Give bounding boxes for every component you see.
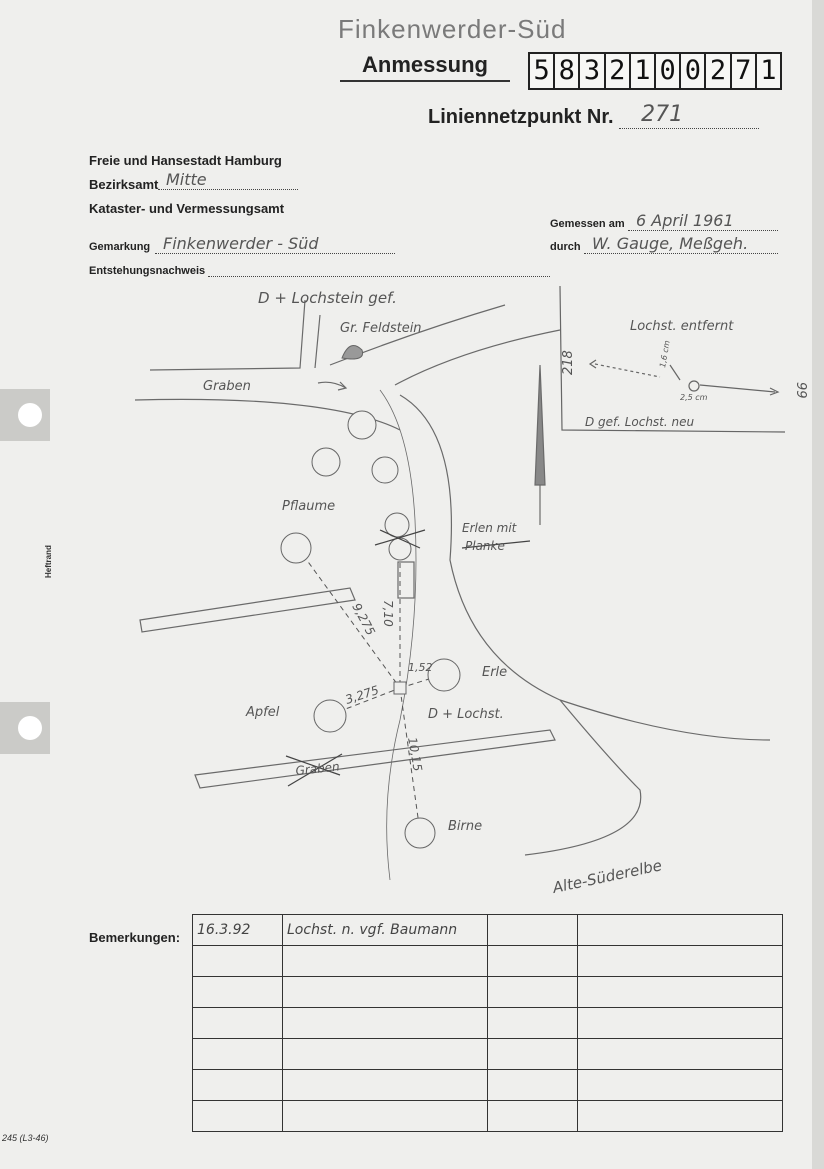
table-row <box>193 977 783 1008</box>
table-cell <box>193 1039 283 1070</box>
tree-icon <box>372 457 398 483</box>
field-boundary-lower <box>395 330 560 385</box>
table-cell <box>283 946 488 977</box>
gemessen-value: 6 April 1961 <box>636 211 734 230</box>
margin-label: Heftrand <box>44 545 53 578</box>
table-cell <box>578 1070 783 1101</box>
table-cell <box>578 946 783 977</box>
number-digit: 0 <box>656 54 681 88</box>
remarks-label: Bemerkungen: <box>89 930 181 945</box>
label-graben-top: Graben <box>203 379 251 394</box>
dist-label: 1,52 <box>408 661 433 674</box>
number-digit: 2 <box>606 54 631 88</box>
table-cell <box>578 915 783 946</box>
number-digit: 2 <box>706 54 731 88</box>
table-cell <box>488 915 578 946</box>
number-digit: 0 <box>681 54 706 88</box>
dist-label: 3,275 <box>343 682 381 707</box>
bezirksamt-value: Mitte <box>166 170 207 189</box>
inset-bottom-note: D gef. Lochst. neu <box>585 415 695 429</box>
durch-label: durch <box>550 241 581 253</box>
inset-line-left <box>595 364 660 377</box>
gemarkung-value: Finkenwerder - Süd <box>163 234 319 253</box>
feldstein-icon <box>342 346 363 360</box>
table-cell <box>193 1008 283 1039</box>
table-cell <box>193 1070 283 1101</box>
table-row <box>193 1008 783 1039</box>
lochstein-icon <box>689 381 699 391</box>
table-cell <box>193 977 283 1008</box>
planke-upper <box>140 588 355 632</box>
label-pflaume: Pflaume <box>282 499 336 514</box>
table-row <box>193 1101 783 1132</box>
table-cell <box>193 946 283 977</box>
tree-icon-erlen <box>389 538 411 560</box>
table-row <box>193 1070 783 1101</box>
tree-icon-apfel <box>314 700 346 732</box>
table-cell <box>488 1101 578 1132</box>
table-row <box>193 915 783 946</box>
inset-line-right <box>700 385 775 392</box>
table-cell <box>283 1008 488 1039</box>
gemarkung-label: Gemarkung <box>89 241 151 253</box>
river-bank <box>400 395 641 855</box>
table-cell <box>578 977 783 1008</box>
inset-dist: 1,6 cm <box>658 339 672 369</box>
table-cell: 16.3.92 <box>193 915 283 946</box>
document-title: Anmessung <box>340 52 510 82</box>
inset-sketch <box>560 286 808 432</box>
liniennetzpunkt-value: 271 <box>641 102 684 127</box>
amt-line: Kataster- und Vermessungsamt <box>89 201 285 216</box>
table-cell <box>488 946 578 977</box>
label-feldstein: Gr. Feldstein <box>340 321 422 336</box>
table-cell <box>193 1101 283 1132</box>
tree-icon-erle <box>428 659 460 691</box>
table-cell <box>488 977 578 1008</box>
tree-icon-birne <box>405 818 435 848</box>
form-number: 245 (L3-46) <box>2 1133 49 1143</box>
durch-value: W. Gauge, Meßgeh. <box>592 234 749 253</box>
dist-label: 9,275 <box>349 600 378 638</box>
number-digit: 7 <box>732 54 757 88</box>
authority-line: Freie und Hansestadt Hamburg <box>89 153 282 168</box>
inset-title: Lochst. entfernt <box>630 319 734 334</box>
label-river: Alte-Süderelbe <box>551 856 664 897</box>
table-cell <box>488 1008 578 1039</box>
table-cell <box>578 1101 783 1132</box>
river-bank-right <box>560 700 770 740</box>
label-birne: Birne <box>448 819 483 834</box>
inset-offset <box>670 365 680 380</box>
road-edge-inner <box>315 315 320 368</box>
table-cell <box>283 1101 488 1132</box>
table-cell <box>488 1070 578 1101</box>
table-cell <box>283 1039 488 1070</box>
table-row <box>193 1039 783 1070</box>
inset-ref-left: 218 <box>561 350 576 375</box>
inset-ref-right: 99 <box>793 382 808 399</box>
district-stamp: Finkenwerder-Süd <box>338 14 567 44</box>
number-digit: 8 <box>555 54 580 88</box>
bezirksamt-label: Bezirksamt <box>89 177 159 192</box>
note-lochstein: D + Lochstein gef. <box>258 289 397 307</box>
number-digit: 3 <box>580 54 605 88</box>
road-edge-left <box>150 300 305 370</box>
number-digit: 1 <box>760 55 777 86</box>
tree-icon <box>348 411 376 439</box>
tree-icon-pflaume <box>281 533 311 563</box>
number-digit: 1 <box>631 54 656 88</box>
tree-icon <box>312 448 340 476</box>
label-apfel: Apfel <box>246 705 280 720</box>
label-lochst: D + Lochst. <box>428 707 504 722</box>
dist-label: 10,15 <box>405 736 425 773</box>
table-cell: Lochst. n. vgf. Baumann <box>283 915 488 946</box>
label-erle: Erle <box>482 665 508 680</box>
table-cell <box>578 1039 783 1070</box>
liniennetzpunkt-label: Liniennetzpunkt Nr. <box>428 106 614 128</box>
table-row <box>193 946 783 977</box>
table-cell <box>578 1008 783 1039</box>
table-cell <box>283 977 488 1008</box>
remarks-table <box>192 914 783 1132</box>
table-cell <box>283 1070 488 1101</box>
planke-lower <box>195 730 555 788</box>
table-cell <box>488 1039 578 1070</box>
inset-border <box>560 286 785 432</box>
label-erlen: Erlen mit <box>462 521 517 535</box>
inset-dist: 2,5 cm <box>680 393 708 402</box>
number-digit: 5 <box>530 54 555 88</box>
label-planke: Planke <box>465 539 505 553</box>
dist-label: 7,10 <box>381 600 395 627</box>
north-arrow <box>535 365 545 485</box>
entstehung-label: Entstehungsnachweis <box>89 265 206 277</box>
boundary-stone-icon <box>394 682 406 694</box>
gemessen-label: Gemessen am <box>550 218 625 230</box>
label-graben-bottom: Graben <box>294 759 341 778</box>
